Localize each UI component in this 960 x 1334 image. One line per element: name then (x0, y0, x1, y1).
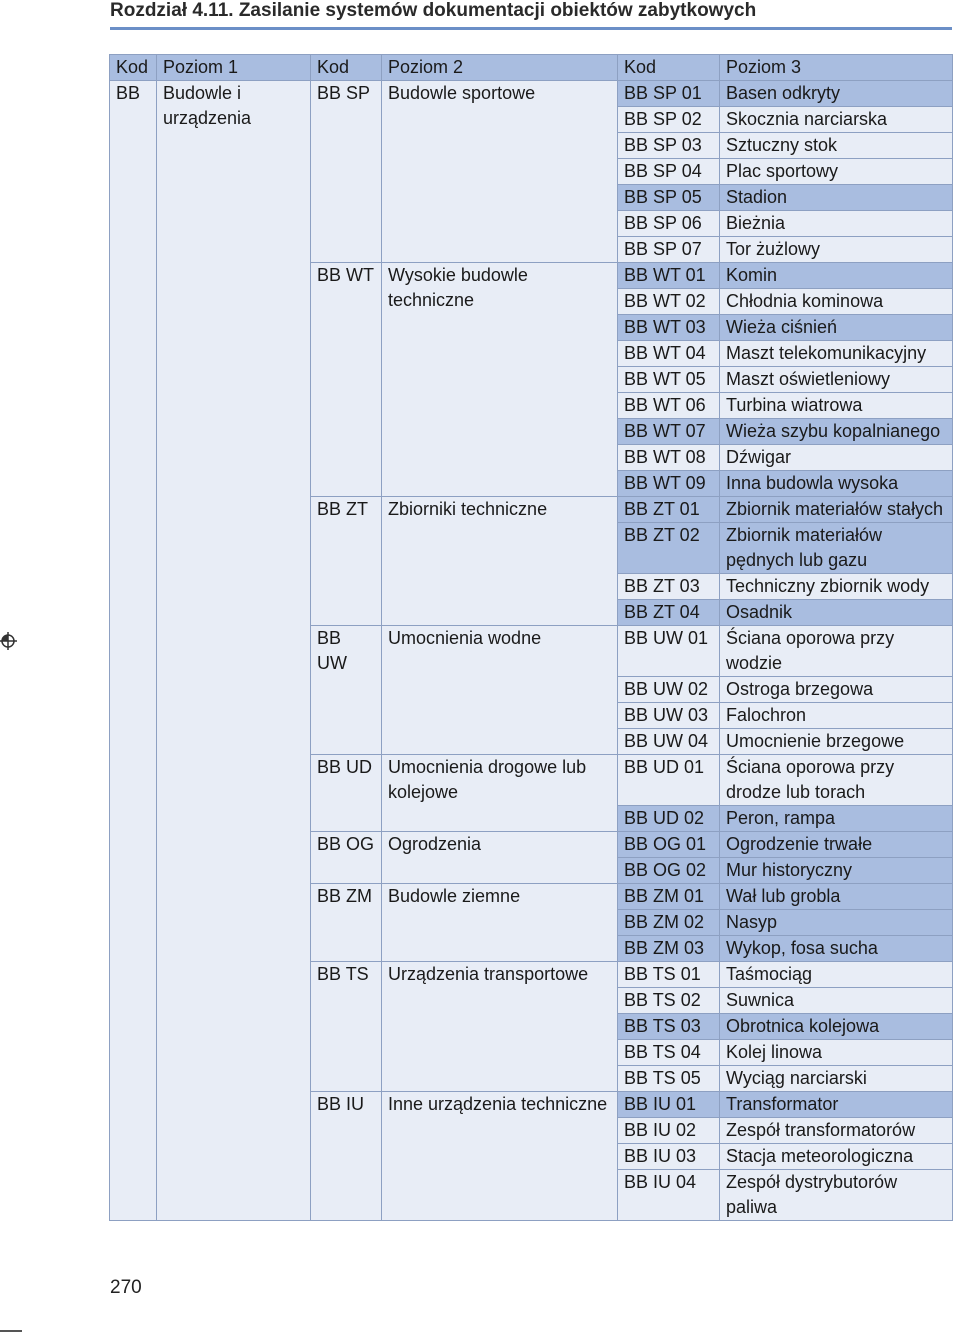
level3-name: Ostroga brzegowa (720, 677, 953, 703)
level3-name: Tor żużlowy (720, 237, 953, 263)
level3-code: BB WT 08 (618, 445, 720, 471)
level3-name: Komin (720, 263, 953, 289)
level2-name: Urządzenia transportowe (382, 962, 618, 1092)
level3-name: Zbiornik materiałów stałych (720, 497, 953, 523)
level3-code: BB TS 03 (618, 1014, 720, 1040)
bottom-rule (0, 1330, 22, 1332)
chapter-heading: Rozdział 4.11. Zasilanie systemów dokumentacji obiektów zabytkowych (110, 0, 757, 21)
level3-name: Ogrodzenie trwałe (720, 832, 953, 858)
level2-code: BB TS (311, 962, 382, 1092)
level3-code: BB WT 07 (618, 419, 720, 445)
level3-name: Umocnienie brzegowe (720, 729, 953, 755)
level2-code: BB UD (311, 755, 382, 832)
level2-code: BB UW (311, 626, 382, 755)
level3-name: Wał lub grobla (720, 884, 953, 910)
level3-code: BB UD 02 (618, 806, 720, 832)
level3-code: BB WT 05 (618, 367, 720, 393)
level3-code: BB UD 01 (618, 755, 720, 806)
level3-code: BB ZT 01 (618, 497, 720, 523)
level3-code: BB SP 04 (618, 159, 720, 185)
level2-name: Zbiorniki techniczne (382, 497, 618, 626)
level3-name: Nasyp (720, 910, 953, 936)
level3-name: Wykop, fosa sucha (720, 936, 953, 962)
level3-name: Kolej linowa (720, 1040, 953, 1066)
level3-name: Turbina wiatrowa (720, 393, 953, 419)
page-number: 270 (110, 1277, 142, 1298)
level3-code: BB OG 01 (618, 832, 720, 858)
level3-name: Ściana oporowa przy wodzie (720, 626, 953, 677)
level3-code: BB ZM 03 (618, 936, 720, 962)
level2-name: Umocnienia drogowe lub kolejowe (382, 755, 618, 832)
header-poziom-1: Poziom 1 (157, 55, 311, 81)
level3-name: Zbiornik materiałów pędnych lub gazu (720, 523, 953, 574)
level3-name: Inna budowla wysoka (720, 471, 953, 497)
level3-code: BB UW 01 (618, 626, 720, 677)
table-header-row (110, 55, 953, 81)
level3-code: BB SP 01 (618, 81, 720, 107)
level3-code: BB TS 01 (618, 962, 720, 988)
level3-name: Techniczny zbiornik wody (720, 574, 953, 600)
level3-name: Ściana oporowa przy drodze lub torach (720, 755, 953, 806)
level2-name: Inne urządzenia techniczne (382, 1092, 618, 1221)
table-row (110, 81, 953, 107)
level2-name: Budowle sportowe (382, 81, 618, 263)
level3-name: Wieża szybu kopalnianego (720, 419, 953, 445)
level3-code: BB SP 05 (618, 185, 720, 211)
level3-code: BB SP 03 (618, 133, 720, 159)
level3-code: BB IU 03 (618, 1144, 720, 1170)
level3-name: Falochron (720, 703, 953, 729)
header-kod-1: Kod (110, 55, 157, 81)
level2-code: BB ZM (311, 884, 382, 962)
level3-code: BB ZM 02 (618, 910, 720, 936)
level1-name: Budowle i urządzenia (157, 81, 311, 1221)
level3-name: Obrotnica kolejowa (720, 1014, 953, 1040)
level3-code: BB SP 06 (618, 211, 720, 237)
level3-name: Zespół transformatorów (720, 1118, 953, 1144)
level3-name: Plac sportowy (720, 159, 953, 185)
level3-code: BB WT 06 (618, 393, 720, 419)
level3-name: Osadnik (720, 600, 953, 626)
level2-code: BB IU (311, 1092, 382, 1221)
level3-code: BB IU 01 (618, 1092, 720, 1118)
level2-name: Budowle ziemne (382, 884, 618, 962)
level3-code: BB IU 04 (618, 1170, 720, 1221)
level3-code: BB WT 01 (618, 263, 720, 289)
level3-code: BB SP 02 (618, 107, 720, 133)
level3-name: Wyciąg narciarski (720, 1066, 953, 1092)
level3-code: BB WT 03 (618, 315, 720, 341)
level3-code: BB UW 03 (618, 703, 720, 729)
level3-name: Taśmociąg (720, 962, 953, 988)
level3-name: Sztuczny stok (720, 133, 953, 159)
level3-name: Stadion (720, 185, 953, 211)
level3-code: BB TS 05 (618, 1066, 720, 1092)
level3-code: BB TS 04 (618, 1040, 720, 1066)
header-poziom-2: Poziom 2 (382, 55, 618, 81)
level3-name: Maszt oświetleniowy (720, 367, 953, 393)
level3-code: BB OG 02 (618, 858, 720, 884)
level3-name: Skocznia narciarska (720, 107, 953, 133)
level3-code: BB WT 04 (618, 341, 720, 367)
level3-code: BB TS 02 (618, 988, 720, 1014)
level3-name: Wieża ciśnień (720, 315, 953, 341)
level3-name: Suwnica (720, 988, 953, 1014)
level3-code: BB IU 02 (618, 1118, 720, 1144)
level3-name: Peron, rampa (720, 806, 953, 832)
level3-name: Maszt telekomunikacyjny (720, 341, 953, 367)
level3-name: Basen odkryty (720, 81, 953, 107)
level3-code: BB ZT 04 (618, 600, 720, 626)
level3-code: BB WT 02 (618, 289, 720, 315)
level2-code: BB WT (311, 263, 382, 497)
level3-code: BB SP 07 (618, 237, 720, 263)
level2-code: BB ZT (311, 497, 382, 626)
level3-code: BB ZM 01 (618, 884, 720, 910)
level3-name: Chłodnia kominowa (720, 289, 953, 315)
header-poziom-3: Poziom 3 (720, 55, 953, 81)
level3-name: Bieżnia (720, 211, 953, 237)
level3-code: BB WT 09 (618, 471, 720, 497)
level2-code: BB OG (311, 832, 382, 884)
header-kod-3: Kod (618, 55, 720, 81)
level3-name: Stacja meteorologiczna (720, 1144, 953, 1170)
level3-code: BB UW 04 (618, 729, 720, 755)
level3-name: Dźwigar (720, 445, 953, 471)
classification-table (109, 54, 953, 1221)
level1-code: BB (110, 81, 157, 1221)
level3-code: BB ZT 03 (618, 574, 720, 600)
heading-underline (110, 27, 952, 30)
level3-name: Mur historyczny (720, 858, 953, 884)
level3-name: Zespół dystrybutorów paliwa (720, 1170, 953, 1221)
header-kod-2: Kod (311, 55, 382, 81)
level2-name: Ogrodzenia (382, 832, 618, 884)
level2-code: BB SP (311, 81, 382, 263)
level3-name: Transformator (720, 1092, 953, 1118)
level3-code: BB UW 02 (618, 677, 720, 703)
level3-code: BB ZT 02 (618, 523, 720, 574)
level2-name: Wysokie budowle techniczne (382, 263, 618, 497)
level2-name: Umocnienia wodne (382, 626, 618, 755)
registration-mark-icon (0, 630, 18, 652)
